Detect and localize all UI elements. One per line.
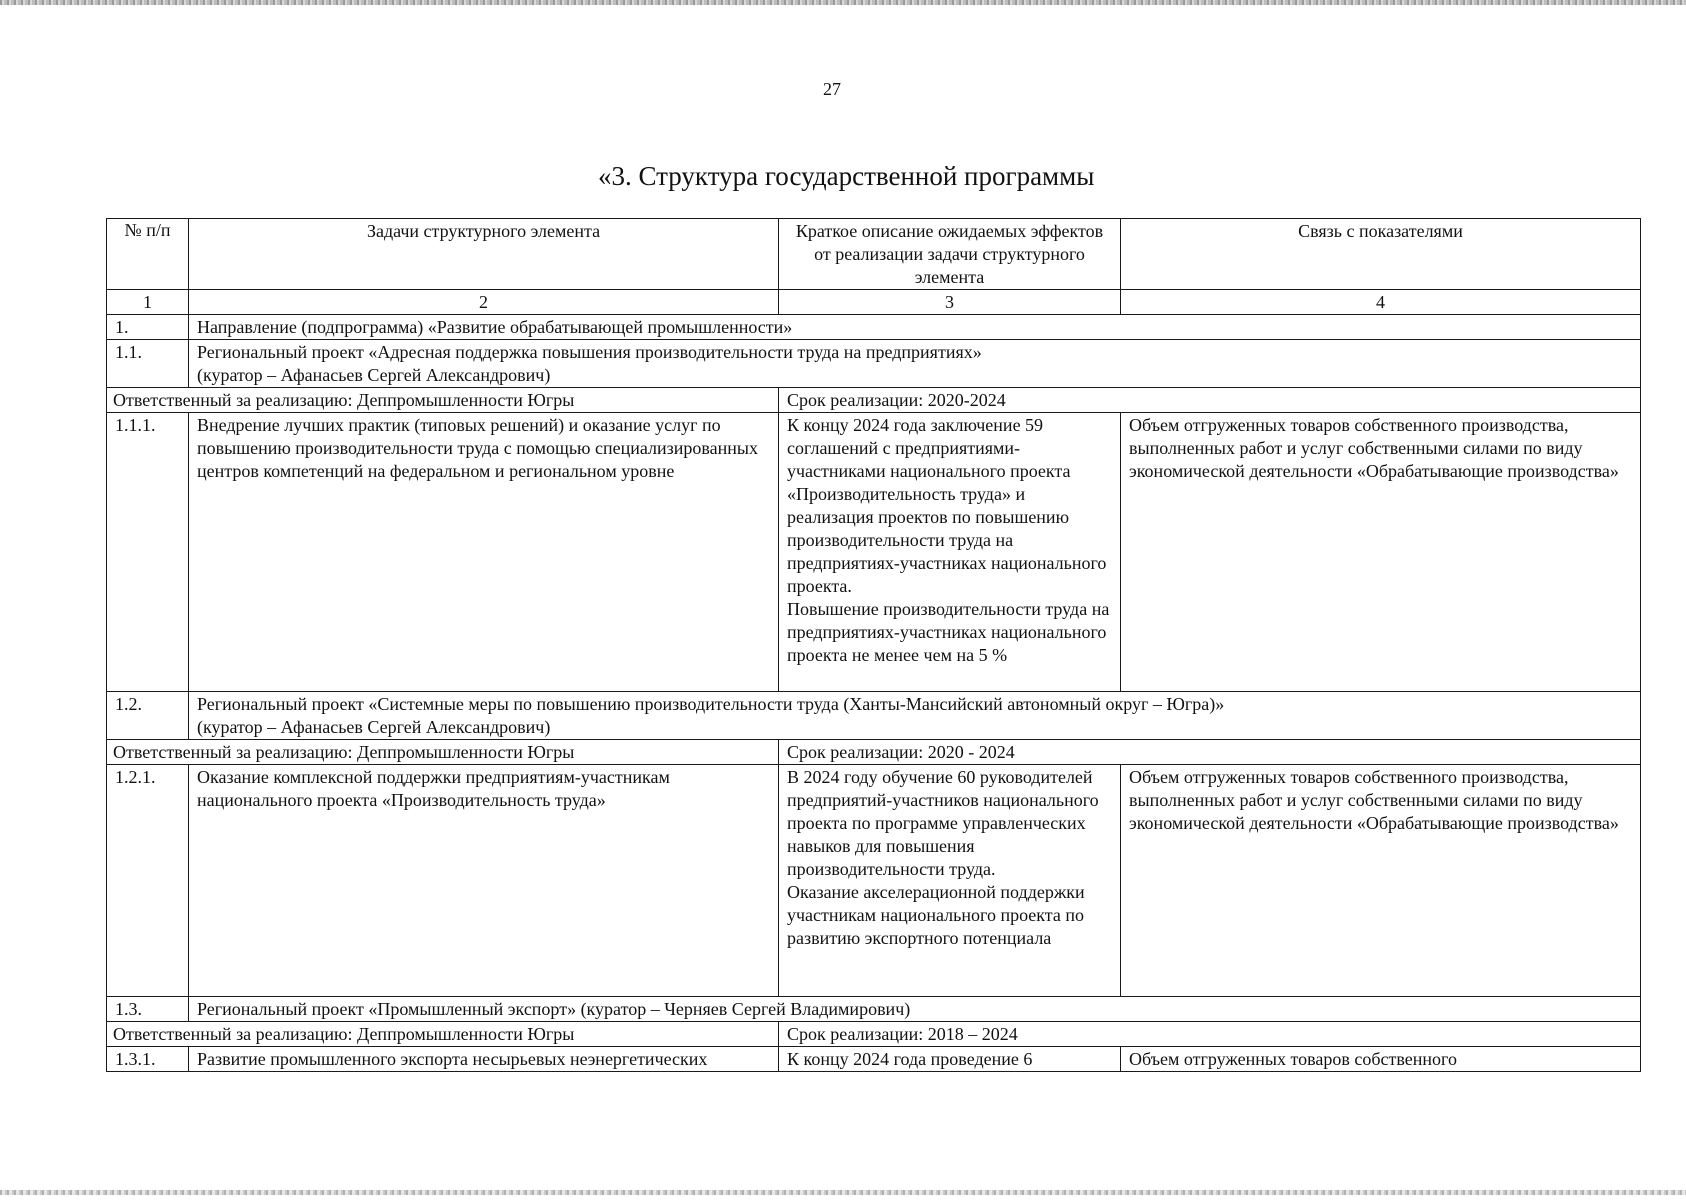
task-indicator: Объем отгруженных товаров собственного: [1121, 1047, 1641, 1072]
column-number: 3: [779, 290, 1121, 315]
task-row: [107, 1047, 1641, 1072]
task-effect: К концу 2024 года проведение 6: [779, 1047, 1121, 1072]
page-title: «3. Структура государственной программы: [598, 161, 1095, 191]
task-row: [107, 765, 1641, 997]
column-number: 1: [107, 290, 189, 315]
table-header-row: [107, 219, 1641, 290]
task-indicator: Объем отгруженных товаров собственного производства, выполненных работ и услуг собственными силами по виду экономической деятельности «Обрабатывающие производства»: [1121, 413, 1641, 692]
project-title: Региональный проект «Адресная поддержка повышения производительности труда на предприятиях» (куратор – Афанасьев Сергей Александрович): [189, 340, 1641, 388]
project-row: [107, 340, 1641, 388]
task-row: [107, 413, 1641, 692]
row-number: 1.2.: [107, 692, 189, 740]
project-row: [107, 692, 1641, 740]
task-effect: В 2024 году обучение 60 руководителей предприятий-участников национального проекта по программе управленческих навыков для повышения производительности труда. Оказание акселерационной поддержки участникам национального проекта по развитию экспортного потенциала: [779, 765, 1121, 997]
header-indicators: Связь с показателями: [1121, 219, 1641, 290]
project-title: Региональный проект «Промышленный экспорт» (куратор – Черняев Сергей Владимирович): [189, 997, 1641, 1022]
project-row: [107, 997, 1641, 1022]
row-number: 1.: [107, 315, 189, 340]
responsible-row: [107, 740, 1641, 765]
column-number-row: [107, 290, 1641, 315]
scan-edge-top: [0, 0, 1686, 5]
column-number: 2: [189, 290, 779, 315]
responsible-executor: Ответственный за реализацию: Деппромышленности Югры: [107, 388, 779, 413]
row-number: 1.2.1.: [107, 765, 189, 997]
row-number: 1.3.1.: [107, 1047, 189, 1072]
task-effect: К концу 2024 года заключение 59 соглашений с предприятиями-участниками национального проекта «Производительность труда» и реализация проектов по повышению производительности труда на предприятиях-участниках национального проекта. Повышение производительности труда на предприятиях-участниках национального проекта не менее чем на 5 %: [779, 413, 1121, 692]
project-title: Региональный проект «Системные меры по повышению производительности труда (Ханты-Мансийский автономный округ – Югра)» (куратор – Афанасьев Сергей Александрович): [189, 692, 1641, 740]
responsible-row: [107, 388, 1641, 413]
task-description: Внедрение лучших практик (типовых решений) и оказание услуг по повышению производительности труда с помощью специализированных центров компетенций на федеральном и региональном уровне: [189, 413, 779, 692]
implementation-term: Срок реализации: 2020 - 2024: [779, 740, 1641, 765]
direction-row: [107, 315, 1641, 340]
row-number: 1.1.: [107, 340, 189, 388]
task-indicator: Объем отгруженных товаров собственного производства, выполненных работ и услуг собственными силами по виду экономической деятельности «Обрабатывающие производства»: [1121, 765, 1641, 997]
program-structure-table: [106, 218, 1641, 1072]
row-number: 1.1.1.: [107, 413, 189, 692]
implementation-term: Срок реализации: 2018 – 2024: [779, 1022, 1641, 1047]
header-number: № п/п: [107, 219, 189, 290]
task-description: Оказание комплексной поддержки предприятиям-участникам национального проекта «Производительность труда»: [189, 765, 779, 997]
page-number: 27: [823, 79, 841, 99]
responsible-row: [107, 1022, 1641, 1047]
row-number: 1.3.: [107, 997, 189, 1022]
scan-edge-bottom: [0, 1190, 1686, 1195]
responsible-executor: Ответственный за реализацию: Деппромышленности Югры: [107, 1022, 779, 1047]
header-effects: Краткое описание ожидаемых эффектов от реализации задачи структурного элемента: [779, 219, 1121, 290]
task-description: Развитие промышленного экспорта несырьевых неэнергетических: [189, 1047, 779, 1072]
column-number: 4: [1121, 290, 1641, 315]
implementation-term: Срок реализации: 2020-2024: [779, 388, 1641, 413]
responsible-executor: Ответственный за реализацию: Деппромышленности Югры: [107, 740, 779, 765]
direction-title: Направление (подпрограмма) «Развитие обрабатывающей промышленности»: [189, 315, 1641, 340]
header-tasks: Задачи структурного элемента: [189, 219, 779, 290]
